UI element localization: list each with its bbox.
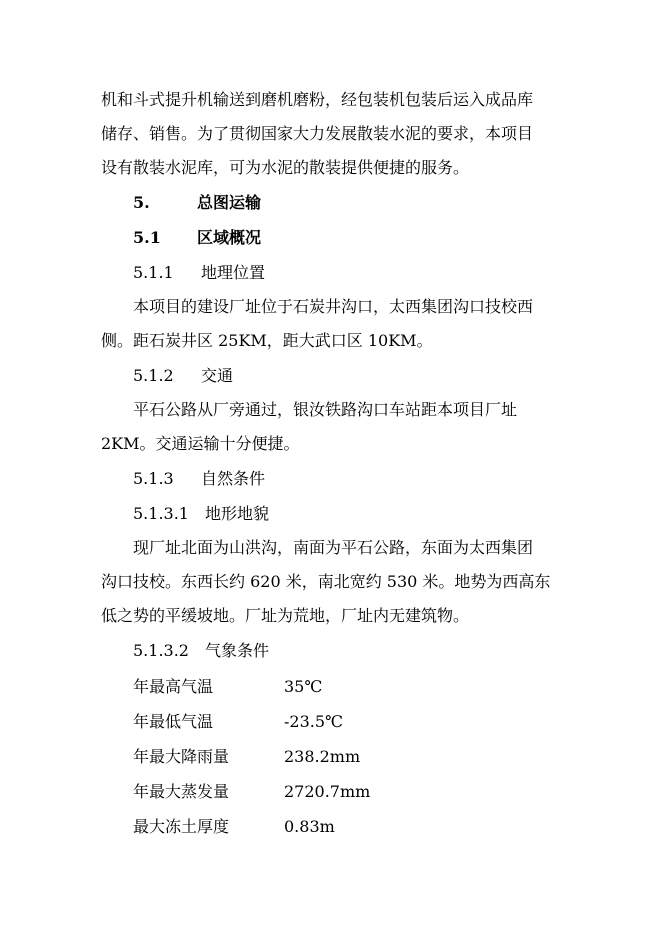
section-5-1-3-title: 自然条件 (201, 469, 266, 488)
climate-value-max-temp: 35℃ (284, 677, 323, 696)
section-5-1-3-1-title: 地形地貌 (205, 504, 270, 523)
section-5-1-2-number: 5.1.2 (133, 366, 174, 385)
climate-value-max-frost-depth: 0.83m (284, 817, 335, 836)
section-5-1-2-body-line-2: 2KM。交通运输十分便捷。 (101, 434, 300, 453)
section-5-1-3-1-body-line-2: 沟口技校。东西长约 620 米，南北宽约 530 米。地势为西高东 (101, 572, 551, 591)
climate-label-max-rainfall: 年最大降雨量 (133, 747, 230, 766)
section-5-1-3-2-number: 5.1.3.2 (133, 641, 189, 660)
section-5-1-1-title: 地理位置 (201, 263, 266, 282)
intro-line-2: 储存、销售。为了贯彻国家大力发展散装水泥的要求，本项目 (101, 124, 534, 143)
climate-label-min-temp: 年最低气温 (133, 712, 214, 731)
climate-label-max-temp: 年最高气温 (133, 677, 214, 696)
section-5-1-2-title: 交通 (201, 366, 234, 385)
section-5-1-title: 区域概况 (197, 228, 262, 247)
section-5-1-3-number: 5.1.3 (133, 469, 174, 488)
section-5-1-3-1-body-line-3: 低之势的平缓坡地。厂址为荒地，厂址内无建筑物。 (101, 606, 470, 625)
intro-line-3: 设有散装水泥库，可为水泥的散装提供便捷的服务。 (101, 158, 470, 177)
climate-label-max-frost-depth: 最大冻土厚度 (133, 817, 230, 836)
climate-value-max-evaporation: 2720.7mm (284, 782, 371, 801)
section-5-title: 总图运输 (197, 193, 262, 212)
intro-line-1: 机和斗式提升机输送到磨机磨粉，经包装机包装后运入成品库 (101, 90, 534, 109)
section-5-1-3-1-body-line-1: 现厂址北面为山洪沟，南面为平石公路，东面为太西集团 (133, 538, 534, 557)
section-5-number: 5. (133, 193, 150, 212)
section-5-1-2-body-line-1: 平石公路从厂旁通过，银汝铁路沟口车站距本项目厂址 (133, 400, 518, 419)
section-5-1-1-number: 5.1.1 (133, 263, 174, 282)
section-5-1-3-2-title: 气象条件 (205, 641, 270, 660)
climate-value-max-rainfall: 238.2mm (284, 747, 361, 766)
climate-value-min-temp: -23.5℃ (284, 712, 343, 731)
section-5-1-1-body-line-1: 本项目的建设厂址位于石炭井沟口，太西集团沟口技校西 (133, 297, 534, 316)
section-5-1-1-body-line-2: 侧。距石炭井区 25KM，距大武口区 10KM。 (101, 331, 433, 350)
section-5-1-3-1-number: 5.1.3.1 (133, 504, 189, 523)
climate-label-max-evaporation: 年最大蒸发量 (133, 782, 230, 801)
section-5-1-number: 5.1 (133, 228, 161, 247)
